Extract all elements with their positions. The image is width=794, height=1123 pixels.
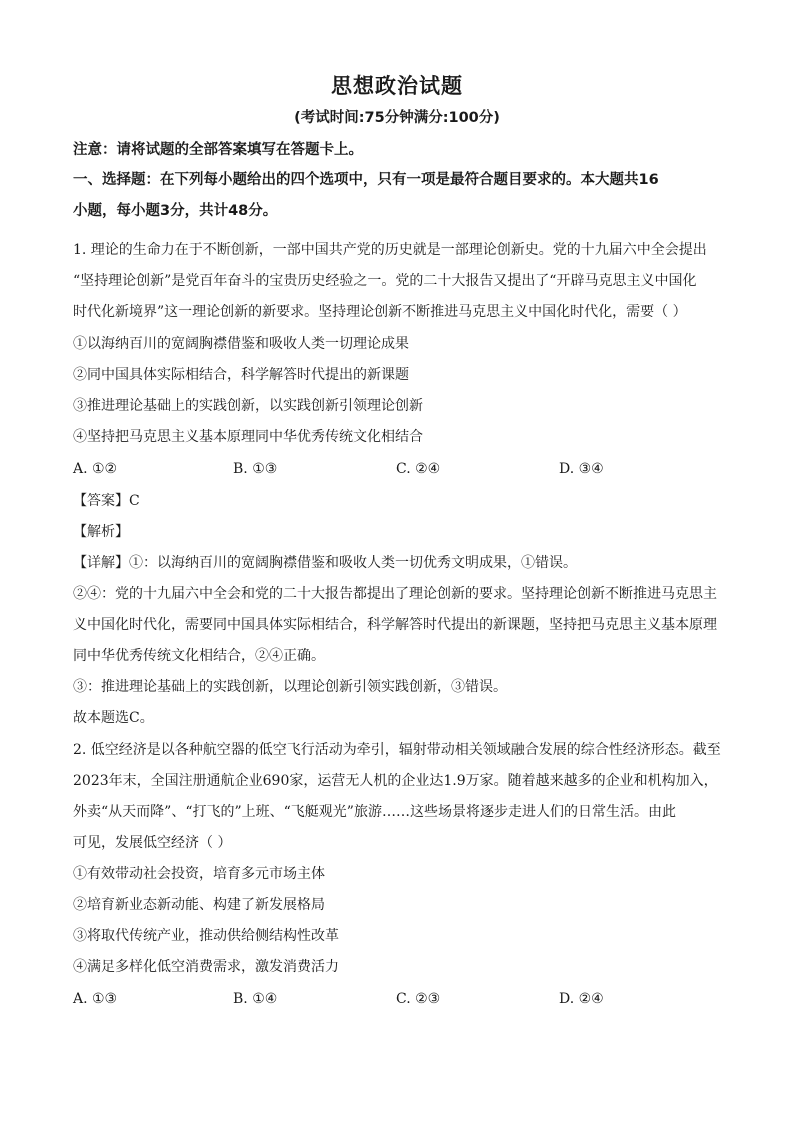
q1-option-d: D. ③④ — [559, 461, 604, 477]
q1-stem-line-1: 1. 理论的生命力在于不断创新，一部中国共产党的历史就是一部理论创新史。党的十九届六中全会提出 — [73, 242, 707, 258]
q2-stem-line-2: 2023年末，全国注册通航企业690家，运营无人机的企业达1.9万家。随着越来越多的企业和机构加入， — [73, 773, 718, 789]
page-title: 思想政治试题 — [331, 74, 463, 98]
q2-item-4: ④满足多样化低空消费需求，激发消费活力 — [73, 959, 339, 975]
q1-item-1: ①以海纳百川的宽阔胸襟借鉴和吸收人类一切理论成果 — [73, 336, 409, 352]
q2-option-c: C. ②③ — [396, 991, 441, 1007]
exam-time-info: (考试时间:75分钟满分:100分) — [294, 110, 500, 126]
q1-option-b: B. ①③ — [233, 461, 278, 477]
section-heading-line-2: 小题，每小题3分，共计48分。 — [73, 203, 278, 219]
q2-stem-line-1: 2. 低空经济是以各种航空器的低空飞行活动为牵引，辐射带动相关领域融合发展的综合性经济形态。截至 — [73, 742, 721, 758]
q1-option-a: A. ①② — [73, 461, 118, 477]
q1-stem-line-3: 时代化新境界”这一理论创新的新要求。坚持理论创新不断推进马克思主义中国化时代化，需要（ ） — [73, 304, 687, 320]
q2-item-1: ①有效带动社会投资，培育多元市场主体 — [73, 866, 325, 882]
q1-options — [73, 459, 733, 479]
q1-answer: 【答案】C — [73, 493, 140, 509]
q2-option-d: D. ②④ — [559, 991, 604, 1007]
q1-detail-line-5: ③：推进理论基础上的实践创新，以理论创新引领实践创新，③错误。 — [73, 679, 507, 695]
q2-option-a: A. ①③ — [73, 991, 118, 1007]
q2-item-3: ③将取代传统产业，推动供给侧结构性改革 — [73, 928, 339, 944]
q1-detail-line-1: 【详解】①：以海纳百川的宽阔胸襟借鉴和吸收人类一切优秀文明成果，①错误。 — [73, 555, 577, 571]
q2-stem-line-3: 外卖“从天而降”、“打飞的”上班、“飞艇观光”旅游……这些场景将逐步走进人们的日常生活。由此 — [73, 804, 676, 820]
q1-detail-line-3: 义中国化时代化，需要同中国具体实际相结合，科学解答时代提出的新课题，坚持把马克思主义基本原理 — [73, 617, 717, 633]
q1-detail-line-2: ②④：党的十九届六中全会和党的二十大报告都提出了理论创新的要求。坚持理论创新不断推进马克思主 — [73, 586, 717, 602]
notice-text: 注意：请将试题的全部答案填写在答题卡上。 — [73, 142, 363, 158]
section-heading-line-1: 一、选择题：在下列每小题给出的四个选项中，只有一项是最符合题目要求的。本大题共16 — [73, 172, 659, 188]
q1-option-c: C. ②④ — [396, 461, 441, 477]
q1-detail-line-4: 同中华优秀传统文化相结合，②④正确。 — [73, 648, 325, 664]
q2-option-b: B. ①④ — [233, 991, 278, 1007]
q1-detail-line-6: 故本题选C。 — [73, 710, 154, 726]
q1-item-4: ④坚持把马克思主义基本原理同中华优秀传统文化相结合 — [73, 429, 423, 445]
q2-options — [73, 989, 733, 1009]
q1-item-2: ②同中国具体实际相结合，科学解答时代提出的新课题 — [73, 367, 409, 383]
q2-stem-line-4: 可见，发展低空经济（ ） — [73, 835, 232, 851]
q1-item-3: ③推进理论基础上的实践创新，以实践创新引领理论创新 — [73, 398, 423, 414]
q1-stem-line-2: “坚持理论创新”是党百年奋斗的宝贵历史经验之一。党的二十大报告又提出了“开辟马克思主义中国化 — [73, 273, 697, 289]
q1-analysis-label: 【解析】 — [73, 524, 129, 540]
q2-item-2: ②培育新业态新动能、构建了新发展格局 — [73, 897, 325, 913]
